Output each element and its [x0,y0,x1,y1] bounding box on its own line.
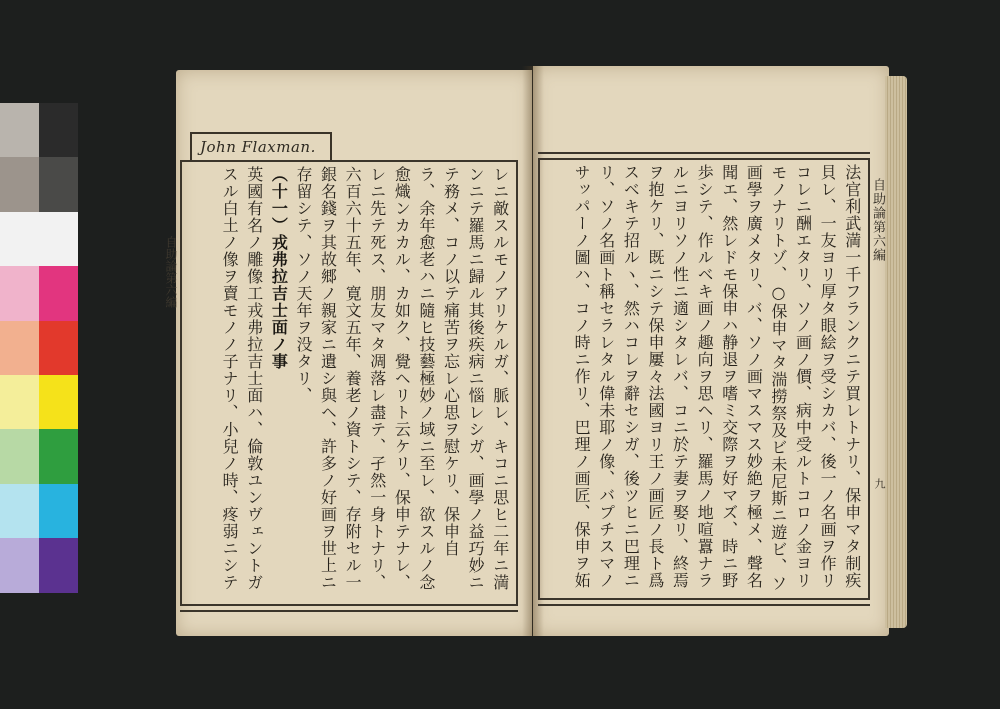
right-text-columns [544,164,864,594]
color-swatch [39,321,78,375]
color-swatch [39,538,78,592]
text-column: レニ敵スルモノアリケルガ、脈レ、キコニ思ヒ二年ニ満 [490,166,510,591]
signature-cartouche: John Flaxman. [190,132,332,162]
text-column: 銀名錢ヲ其故郷ノ親家ニ遺シ與ヘ、許多ノ好画ヲ世上ニ [318,166,338,591]
color-calibration-strip [0,103,78,593]
text-column: テ務メ、コノ以テ痛苦ヲ忘レ心思ヲ慰ケリ、保申自 [441,166,461,557]
left-margin-title: 自助論第六編 [164,236,178,308]
text-column: 存留シテ、ソノ天年ヲ没タリ、 [293,166,313,404]
color-swatch [0,484,39,538]
color-swatch [0,321,39,375]
left-bottom-rule [180,610,518,612]
page-number: 九 [873,478,886,489]
text-column: 歩シテ、作ルベキ画ノ趣向ヲ思ヘリ、羅馬ノ地喧囂ナラ [695,164,715,589]
color-swatch [39,212,78,266]
text-column: 英國有名ノ雕像工戎弗拉吉士面ハ、倫敦ユンヴェントガ [244,166,264,591]
text-column: ルニヨリソノ性ニ適シタレバ、コニ於テ妻ヲ娶リ、終焉 [670,164,690,589]
color-swatch [0,157,39,211]
color-swatch [0,375,39,429]
page-stack-edge [885,76,907,628]
color-swatch [0,103,39,157]
right-bottom-rule [538,604,870,606]
text-column: ンニテ羅馬ニ歸ル其後疾病ニ惱レシガ、画學ノ益巧妙ニ [466,166,486,591]
color-swatch [39,157,78,211]
text-column: 法官利武満一千フランクニテ買レトナリ、保申マタ制疾 [842,164,862,589]
text-column: 愈熾ンカカル、カ如ク、覺ヘリト云ケリ、保申テナレ、 [392,166,412,591]
text-column: 聞エ、然レドモ保申ハ静退ヲ嗜ミ交際ヲ好マズ、時ニ野 [719,164,739,589]
text-column: スベキテ招ルヽ、然ハコレヲ辭セシガ、後ツヒニ巴理ニ [621,164,641,589]
color-swatch [39,484,78,538]
color-swatch [39,266,78,320]
color-swatch [39,103,78,157]
text-column: ヲ抱ケリ、既ニシテ保申屢々法國ヨリ王ノ画匠ノ長ト爲 [645,164,665,589]
text-column: スル白土ノ像ヲ賣モノノ子ナリ、小兒ノ時、疼弱ニシテ [220,166,240,591]
left-text-columns [186,166,512,600]
text-column: ラ、余年愈老ハニ隨ヒ技藝極妙ノ域ニ至レ、欲スルノ念 [416,166,436,591]
color-swatch [39,429,78,483]
text-column: 貝レ、一友ヨリ厚タ眼絵ヲ受シカバ、後一ノ名画ヲ作リ [818,164,838,589]
text-column: モノナリトゾ、○保申マタ湍撈祭及ビ未尼斯ニ遊ビ、ソ [768,164,788,592]
text-column: リ、ソノ名画ト稱セラレタル偉未耶ノ像、バプチスマノ [596,164,616,589]
text-column: 画學ヲ廣メタリ、バ、ソノ画マスマス妙絶ヲ極メ、聲名 [744,164,764,589]
color-swatch [0,266,39,320]
text-column: 六百六十五年、寛文五年、養老ノ資トシテ、存附セル一 [343,166,363,591]
text-column: コレニ酬エタリ、ソノ画ノ價、病中受ルトコロノ金ヨリ [793,164,813,589]
text-column: サッパーノ圖ハ、コノ時ニ作リ、巴理ノ画匠、保申ヲ妬 [572,164,592,589]
text-column: （十一）戎弗拉吉士面ノ事 [269,166,289,370]
text-column: レニ先テ死ス、朋友マタ凋落レ盡テ、孑然一身トナリ、 [367,166,387,591]
color-swatch [0,212,39,266]
color-swatch [0,538,39,592]
color-swatch [0,429,39,483]
right-top-rule [538,152,870,154]
right-running-head: 自助論第六編 [870,178,885,262]
color-swatch [39,375,78,429]
